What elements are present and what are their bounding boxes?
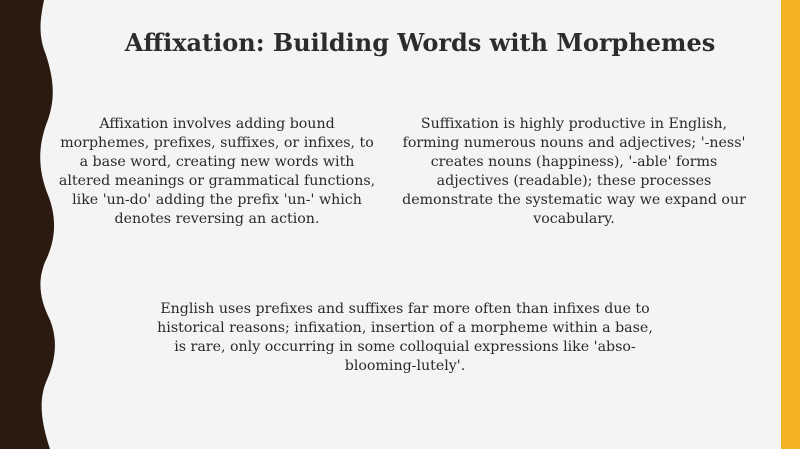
- right-accent-bar: [781, 0, 800, 449]
- paragraph-suffixation: Suffixation is highly productive in English, forming numerous nouns and adjectives; '-ness' creates nouns (happiness), '-able' forms adjectives (readable); these processes demonstrate the systematic way we expand our vocabulary.: [402, 116, 746, 227]
- paragraph-affixation: Affixation involves adding bound morphemes, prefixes, suffixes, or infixes, to a base word, creating new words with altered meanings or grammatical functions, like 'un-do' adding the prefix 'un-' which denotes reversing an action.: [58, 116, 376, 227]
- slide-title: Affixation: Building Words with Morphemes: [124, 28, 716, 57]
- paragraph-infixation: English uses prefixes and suffixes far more often than infixes due to historical reasons; infixation, insertion of a morpheme within a base, is rare, only occurring in some colloquial expressions like 'abso-blooming-lutely'.: [157, 301, 653, 374]
